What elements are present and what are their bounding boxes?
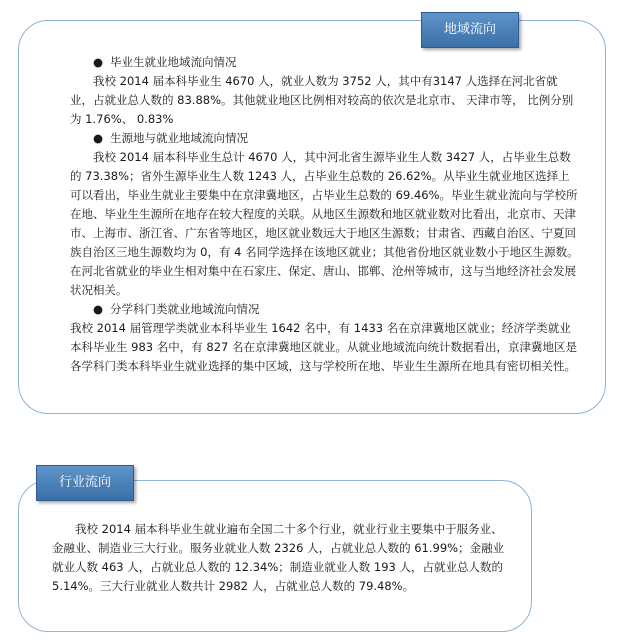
region-flow-tab: 地域流向 — [421, 12, 519, 48]
section-heading — [70, 129, 580, 148]
industry-flow-tab: 行业流向 — [36, 465, 134, 501]
industry-content — [52, 520, 512, 596]
bullet-icon: ● — [93, 131, 104, 145]
region-content — [70, 53, 580, 376]
section-heading-text: 毕业生就业地域流向情况 — [110, 55, 237, 69]
section-heading — [70, 53, 580, 72]
section-heading — [70, 300, 580, 319]
section-paragraph: 我校 2014 届本科毕业生总计 4670 人，其中河北省生源毕业生人数 3427 人，占毕业生总数的 73.38%；省外生源毕业生人数 1243 人，占毕业生总数的 26.62%。从毕业生就业地区选择上可以看出，毕业生就业主要集中在京津冀地区，占毕业生总数的 69.46%。毕业生就业流向与学校所在地、毕业生生源所在地存在较大程度的关联。从地区生源数和地区就业数对比看出，北京市、天津市、上海市、浙江省、广东省等地区，地区就业数远大于地区生源数；甘肃省、西藏自治区、宁夏回族自治区三地生源数均为 0，有 4 名同学选择在该地区就业；其他省份地区就业数小于地区生源数。在河北省就业的毕业生相对集中在石家庄、保定、唐山、邯郸、沧州等城市，这与当地经济社会发展状况相关。 — [70, 150, 579, 297]
section-heading-text: 生源地与就业地域流向情况 — [110, 131, 248, 145]
bullet-icon: ● — [93, 302, 104, 316]
section-paragraph: 我校 2014 届管理学类就业本科毕业生 1642 名中，有 1433 名在京津冀地区就业；经济学类就业本科毕业生 983 名中，有 827 名在京津冀地区就业。从就业地域流向统计数据看出，京津冀地区是各学科门类本科毕业生就业选择的集中区域，这与学校所在地、毕业生生源所在地具有密切相关性。 — [70, 321, 578, 373]
section-heading-text: 分学科门类就业地域流向情况 — [110, 302, 260, 316]
section-paragraph: 我校 2014 届本科毕业生 4670 人，就业人数为 3752 人，其中有3147 人选择在河北省就业，占就业总人数的 83.88%。其他就业地区比例相对较高的依次是北京市、 天津市等， 比例分别为 1.76%、 0.83% — [70, 74, 574, 126]
bullet-icon: ● — [93, 55, 104, 69]
industry-paragraph: 我校 2014 届本科毕业生就业遍布全国二十多个行业，就业行业主要集中于服务业、金融业、制造业三大行业。服务业就业人数 2326 人，占就业总人数的 61.99%；金融业就业人数 463 人，占就业总人数的 12.34%；制造业就业人数 193 人，占就业总人数的 5.14%。三大行业就业人数共计 2982 人，占就业总人数的 79.48%。 — [52, 522, 505, 593]
